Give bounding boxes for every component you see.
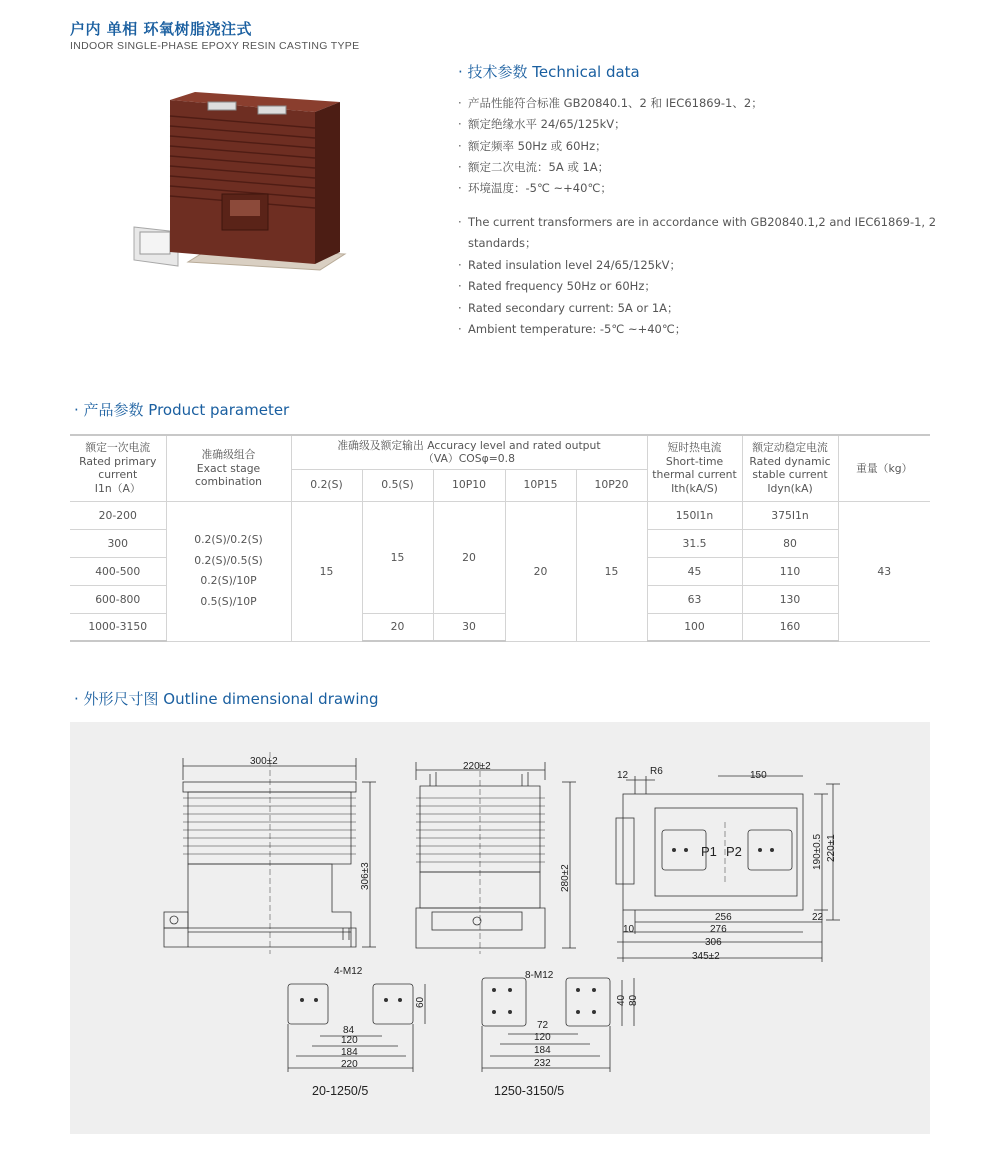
cell-thermal: 150I1n <box>647 501 742 529</box>
table-row <box>70 501 930 529</box>
cell-dynamic: 130 <box>742 585 838 613</box>
outline-drawing <box>70 722 930 1134</box>
top-view <box>616 776 840 962</box>
cell-10p15: 20 <box>505 501 576 641</box>
cell-dynamic: 80 <box>742 529 838 557</box>
cell-weight: 43 <box>838 501 930 641</box>
header-acc-10p15: 10P15 <box>505 469 576 501</box>
header-acc-02s: 0.2(S) <box>291 469 362 501</box>
spec-item: · 额定二次电流：5A 或 1A； <box>458 157 763 178</box>
terminal-b <box>482 978 634 1072</box>
spec-item: · Ambient temperature: -5℃ ~+40℃； <box>458 319 938 340</box>
drawing-heading: · 外形尺寸图 Outline dimensional drawing <box>74 690 379 708</box>
dim-a-60: 60 <box>415 996 426 1008</box>
cell-current: 1000-3150 <box>70 613 166 641</box>
cell-02s: 15 <box>291 501 362 641</box>
cell-dynamic: 110 <box>742 557 838 585</box>
cell-current: 400-500 <box>70 557 166 585</box>
cell-thermal: 100 <box>647 613 742 641</box>
caption-terminal-b: 1250-3150/5 <box>494 1084 565 1098</box>
cell-current: 600-800 <box>70 585 166 613</box>
cell-current: 300 <box>70 529 166 557</box>
cell-thermal: 31.5 <box>647 529 742 557</box>
dim-top-220: 220±1 <box>826 834 837 862</box>
technical-heading: · 技术参数 Technical data <box>458 63 640 81</box>
dim-top-190: 190±0.5 <box>812 833 823 870</box>
cell-thermal: 45 <box>647 557 742 585</box>
header-rated-primary: 额定一次电流 Rated primary current I1n（A） <box>70 435 166 501</box>
dim-a-220: 220 <box>341 1059 358 1070</box>
dim-b-40: 40 <box>616 994 627 1006</box>
dim-top-256: 256 <box>715 912 732 923</box>
dim-top-22: 22 <box>812 912 824 923</box>
dim-top-12: 12 <box>617 770 629 781</box>
side-view <box>416 762 576 954</box>
cell-10p20: 15 <box>576 501 647 641</box>
cell-current: 20-200 <box>70 501 166 529</box>
cell-05s-upper: 15 <box>362 501 433 613</box>
header-accuracy-group: 准确级及额定输出 Accuracy level and rated output （VA）COSφ=0.8 <box>291 435 647 469</box>
dim-a-120: 120 <box>341 1035 358 1046</box>
header-dynamic: 额定动稳定电流 Rated dynamic stable current Idyn(kA) <box>742 435 838 501</box>
outline-drawing-svg <box>70 722 930 1134</box>
dim-a-bolt: 4-M12 <box>334 966 363 977</box>
header-thermal: 短时热电流 Short-time thermal current Ith(kA/S) <box>647 435 742 501</box>
dim-top-r6: R6 <box>650 766 663 777</box>
dim-top-306: 306 <box>705 937 722 948</box>
header-combination: 准确级组合 Exact stage combination <box>166 435 291 501</box>
front-view <box>164 752 376 954</box>
header-acc-05s: 0.5(S) <box>362 469 433 501</box>
cell-10p10-lower: 30 <box>433 613 505 641</box>
spec-item: · 额定绝缘水平 24/65/125kV； <box>458 114 763 135</box>
dim-b-232: 232 <box>534 1058 551 1069</box>
cell-dynamic: 160 <box>742 613 838 641</box>
spec-item: · 产品性能符合标准 GB20840.1、2 和 IEC61869-1、2； <box>458 93 763 114</box>
dim-b-80: 80 <box>628 994 639 1006</box>
cell-combination: 0.2(S)/0.2(S) 0.2(S)/0.5(S) 0.2(S)/10P 0.5(S)/10P <box>166 501 291 641</box>
spec-item: · Rated insulation level 24/65/125kV； <box>458 255 938 276</box>
dim-b-bolt: 8-M12 <box>525 970 554 981</box>
parameter-table <box>70 434 930 642</box>
cell-thermal: 63 <box>647 585 742 613</box>
spec-item: · Rated frequency 50Hz or 60Hz； <box>458 276 938 297</box>
cell-10p10-upper: 20 <box>433 501 505 613</box>
header-acc-10p20: 10P20 <box>576 469 647 501</box>
dim-a-184: 184 <box>341 1047 358 1058</box>
caption-terminal-a: 20-1250/5 <box>312 1084 369 1098</box>
dim-top-150: 150 <box>750 770 767 781</box>
cell-dynamic: 375I1n <box>742 501 838 529</box>
spec-item: · Rated secondary current: 5A or 1A； <box>458 298 938 319</box>
header-weight: 重量（kg） <box>838 435 930 501</box>
page-subtitle: INDOOR SINGLE-PHASE EPOXY RESIN CASTING TYPE <box>70 40 360 52</box>
dim-top-10: 10 <box>623 924 635 935</box>
spec-item: · 环境温度：-5℃ ~+40℃； <box>458 178 763 199</box>
dim-front-width: 300±2 <box>250 756 278 767</box>
technical-list-cn <box>458 93 763 199</box>
dim-front-height: 306±3 <box>360 862 371 890</box>
header-acc-10p10: 10P10 <box>433 469 505 501</box>
spec-item: · 额定频率 50Hz 或 60Hz； <box>458 136 763 157</box>
dim-side-width: 220±2 <box>463 761 491 772</box>
label-p1: P1 <box>701 844 717 859</box>
dim-side-height: 280±2 <box>560 864 571 892</box>
dim-b-72: 72 <box>537 1020 549 1031</box>
technical-list-en <box>458 212 938 340</box>
dim-b-120: 120 <box>534 1032 551 1043</box>
spec-item: · The current transformers are in accordance with GB20840.1,2 and IEC61869-1, 2 standards； <box>458 212 938 255</box>
dim-b-184: 184 <box>534 1045 551 1056</box>
cell-05s-lower: 20 <box>362 613 433 641</box>
page-title: 户内 单相 环氧树脂浇注式 <box>70 20 252 38</box>
dim-a-84: 84 <box>343 1025 355 1036</box>
dim-top-276: 276 <box>710 924 727 935</box>
dim-top-345: 345±2 <box>692 951 720 962</box>
label-p2: P2 <box>726 844 742 859</box>
param-heading: · 产品参数 Product parameter <box>74 401 290 419</box>
product-image <box>130 82 350 294</box>
